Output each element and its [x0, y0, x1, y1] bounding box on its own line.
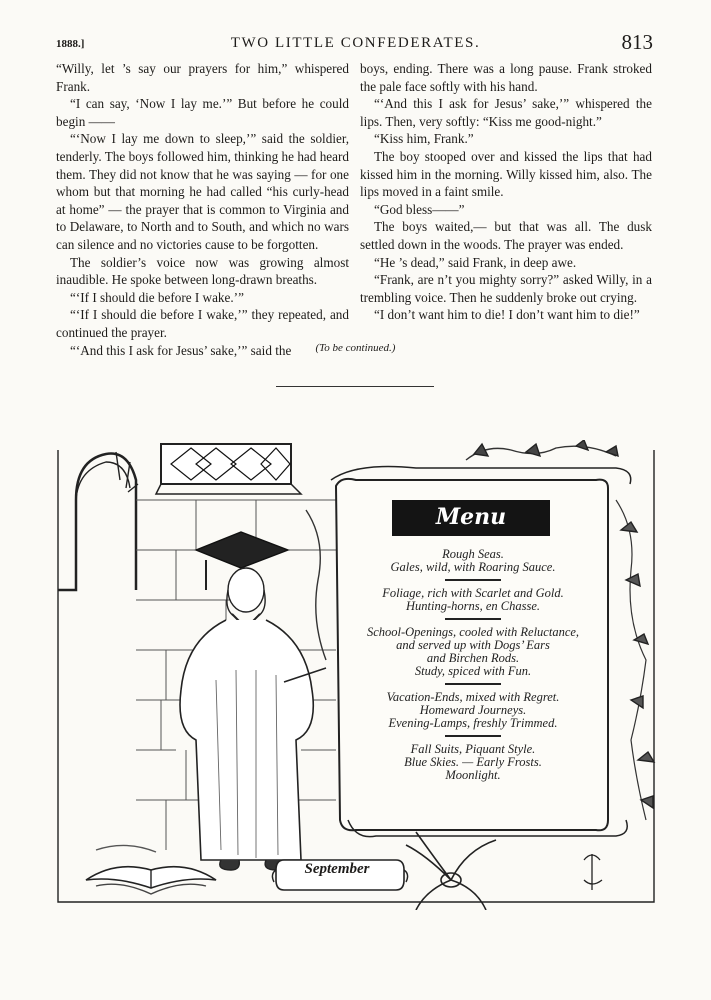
- right-column: [360, 60, 652, 324]
- page-header: [0, 28, 711, 56]
- paragraph: “Frank, are n’t you mighty sorry?” asked Willy, in a trembling voice. Then he suddenly broke out crying.: [360, 272, 652, 305]
- paragraph: “He ’s dead,” said Frank, in deep awe.: [374, 254, 577, 270]
- menu-item: Fall Suits, Piquant Style.: [410, 742, 536, 756]
- menu-item: Evening-Lamps, freshly Trimmed.: [388, 716, 558, 730]
- paragraph: The boys waited,— but that was all. The dusk settled down in the woods. The prayer was ended.: [360, 219, 652, 252]
- paragraph: “I don’t want him to die! I don’t want him to die!”: [374, 307, 640, 323]
- menu-item: Gales, wild, with Roaring Sauce.: [390, 560, 556, 574]
- section-divider: [276, 386, 434, 387]
- paragraph: “I can say, ‘Now I lay me.’” But before he could begin ——: [56, 96, 349, 129]
- menu-item: and Birchen Rods.: [426, 651, 520, 665]
- menu-item: and served up with Dogs’ Ears: [396, 638, 550, 652]
- page-number: 813: [621, 30, 653, 54]
- menu-item: Rough Seas.: [442, 547, 504, 561]
- header-year: 1888.]: [56, 38, 85, 50]
- paragraph: “God bless——”: [374, 201, 465, 217]
- paragraph: “‘If I should die before I wake.’”: [70, 289, 244, 305]
- menu-item: Foliage, rich with Scarlet and Gold.: [382, 586, 564, 600]
- menu-item: Study, spiced with Fun.: [414, 664, 532, 678]
- paragraph: The soldier’s voice now was growing almost inaudible. He spoke between long-drawn breaths.: [56, 254, 349, 288]
- continued-note: (To be continued.): [315, 342, 396, 354]
- paragraph: “Willy, let ’s say our prayers for him,” whispered Frank.: [56, 61, 349, 94]
- menu-list: [342, 548, 604, 782]
- menu-item: Moonlight.: [445, 768, 501, 782]
- menu-separator: [445, 735, 501, 737]
- paragraph: The boy stooped over and kissed the lips that had kissed him in the morning. Willy kissed him, also. The lips moved in a faint smile.: [360, 148, 652, 200]
- menu-separator: [445, 683, 501, 685]
- menu-heading: Menu: [435, 504, 507, 530]
- menu-item: Homeward Journeys.: [419, 703, 527, 717]
- menu-illustration: [56, 440, 656, 910]
- paragraph: “‘And this I ask for Jesus’ sake,’” said the: [70, 342, 292, 358]
- paragraph: “‘And this I ask for Jesus’ sake,’” whispered the lips. Then, very softly: “Kiss me good-night.”: [360, 96, 652, 129]
- menu-separator: [445, 618, 501, 620]
- paragraph: “Kiss him, Frank.”: [374, 131, 474, 147]
- running-title: TWO LITTLE CONFEDERATES.: [230, 35, 481, 51]
- menu-item: Hunting-horns, en Chasse.: [405, 599, 541, 613]
- menu-item: School-Openings, cooled with Reluctance,: [366, 625, 580, 639]
- paragraph: “‘If I should die before I wake,’” they repeated, and continued the prayer.: [56, 307, 349, 340]
- left-column: [56, 60, 349, 359]
- paragraph: “‘Now I lay me down to sleep,’” said the soldier, tenderly. The boys followed him, thinking he had heard them. They did not know that he was saying — for one whom but that morning he had called “his curly-head at home” — the prayer that is common to Virginia and to Delaware, to North and to South, and which no wars can silence and no victories cause to be forgotten.: [56, 131, 349, 252]
- menu-separator: [445, 579, 501, 581]
- menu-heading-box: [392, 500, 550, 536]
- paragraph: boys, ending. There was a long pause. Frank stroked the pale face softly with his hand.: [360, 61, 652, 94]
- menu-item: Blue Skies. — Early Frosts.: [404, 755, 542, 769]
- menu-item: Vacation-Ends, mixed with Regret.: [386, 690, 560, 704]
- month-banner: September: [304, 861, 370, 877]
